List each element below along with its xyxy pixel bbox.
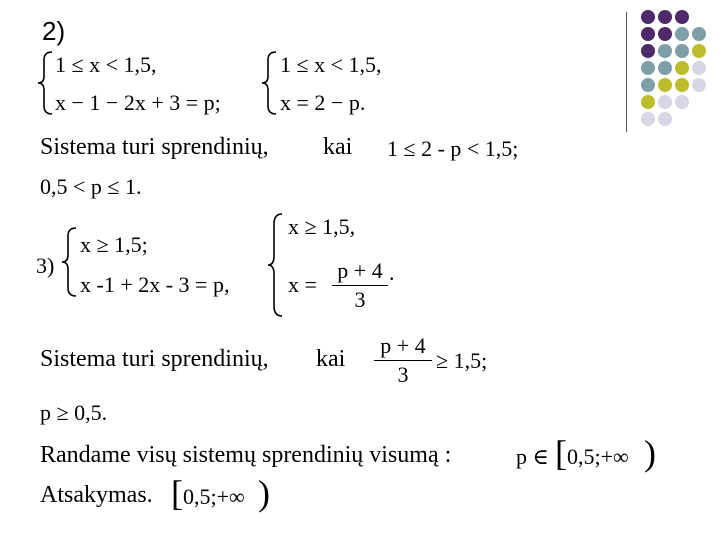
condition-3-rhs: ≥ 1,5; xyxy=(436,348,488,373)
result-2: 0,5 < p ≤ 1. xyxy=(40,174,142,199)
dot-lavender xyxy=(658,95,672,109)
fraction-denominator: 3 xyxy=(397,362,409,387)
fraction xyxy=(332,258,388,313)
dot-purple xyxy=(641,27,655,41)
fraction-bar xyxy=(374,360,432,361)
dot-purple xyxy=(641,10,655,24)
union-text: Randame visų sistemų sprendinių visumą : xyxy=(40,442,452,468)
dot-lavender xyxy=(641,112,655,126)
dot-olive xyxy=(675,61,689,75)
dot-olive xyxy=(675,78,689,92)
system-brace xyxy=(266,212,284,318)
dot-olive xyxy=(658,78,672,92)
system-2b-line1: 1 ≤ x < 1,5, xyxy=(280,52,382,77)
condition-3-kai: kai xyxy=(316,346,346,372)
system-brace xyxy=(36,50,54,116)
dot-purple xyxy=(641,44,655,58)
condition-2-kai: kai xyxy=(323,134,353,160)
system-3b-line1: x ≥ 1,5, xyxy=(288,214,356,239)
divider-line xyxy=(626,12,627,132)
condition-2-inequality: 1 ≤ 2 - p < 1,5; xyxy=(387,136,519,161)
union-p-in: p ∈ xyxy=(516,444,549,469)
dot-purple xyxy=(675,10,689,24)
dot-purple xyxy=(658,10,672,24)
condition-3-text: Sistema turi sprendinių, xyxy=(40,346,269,372)
fraction-numerator: p + 4 xyxy=(337,258,383,283)
system-2b-line2: x = 2 − p. xyxy=(280,90,366,115)
system-brace xyxy=(60,226,78,298)
system-3a-line2: x -1 + 2x - 3 = p, xyxy=(80,272,230,297)
condition-2-text: Sistema turi sprendinių, xyxy=(40,134,269,160)
system-brace xyxy=(260,50,278,116)
fraction-denominator: 3 xyxy=(354,287,366,312)
answer-interval: 0,5;+∞ xyxy=(183,484,245,509)
dot-teal xyxy=(675,27,689,41)
dot-lavender xyxy=(658,112,672,126)
answer-right-paren: ) xyxy=(258,473,270,513)
dot-teal xyxy=(641,61,655,75)
system-2a-line1: 1 ≤ x < 1,5, xyxy=(55,52,157,77)
dot-teal xyxy=(641,78,655,92)
item-3-label: 3) xyxy=(36,253,55,278)
union-interval: 0,5;+∞ xyxy=(567,444,629,469)
item-2-label: 2) xyxy=(42,16,66,46)
result-3: p ≥ 0,5. xyxy=(40,400,108,425)
answer-left-bracket: [ xyxy=(171,473,183,513)
dot-teal xyxy=(658,44,672,58)
fraction xyxy=(374,333,432,388)
fraction-bar xyxy=(332,285,388,286)
dot-lavender xyxy=(675,95,689,109)
answer-label: Atsakymas. xyxy=(40,482,153,508)
system-2a-line2: x − 1 − 2x + 3 = p; xyxy=(55,90,221,115)
union-left-bracket: [ xyxy=(555,433,567,473)
dot-olive xyxy=(641,95,655,109)
dot-teal xyxy=(658,61,672,75)
dot-purple xyxy=(658,27,672,41)
dot-teal xyxy=(692,27,706,41)
fraction-period: . xyxy=(389,260,395,285)
dot-lavender xyxy=(692,61,706,75)
dot-olive xyxy=(692,44,706,58)
dot-teal xyxy=(675,44,689,58)
dot-lavender xyxy=(692,78,706,92)
union-right-paren: ) xyxy=(644,433,656,473)
system-3b-x-eq: x = xyxy=(288,272,317,297)
fraction-numerator: p + 4 xyxy=(380,333,426,358)
system-3a-line1: x ≥ 1,5; xyxy=(80,232,148,257)
